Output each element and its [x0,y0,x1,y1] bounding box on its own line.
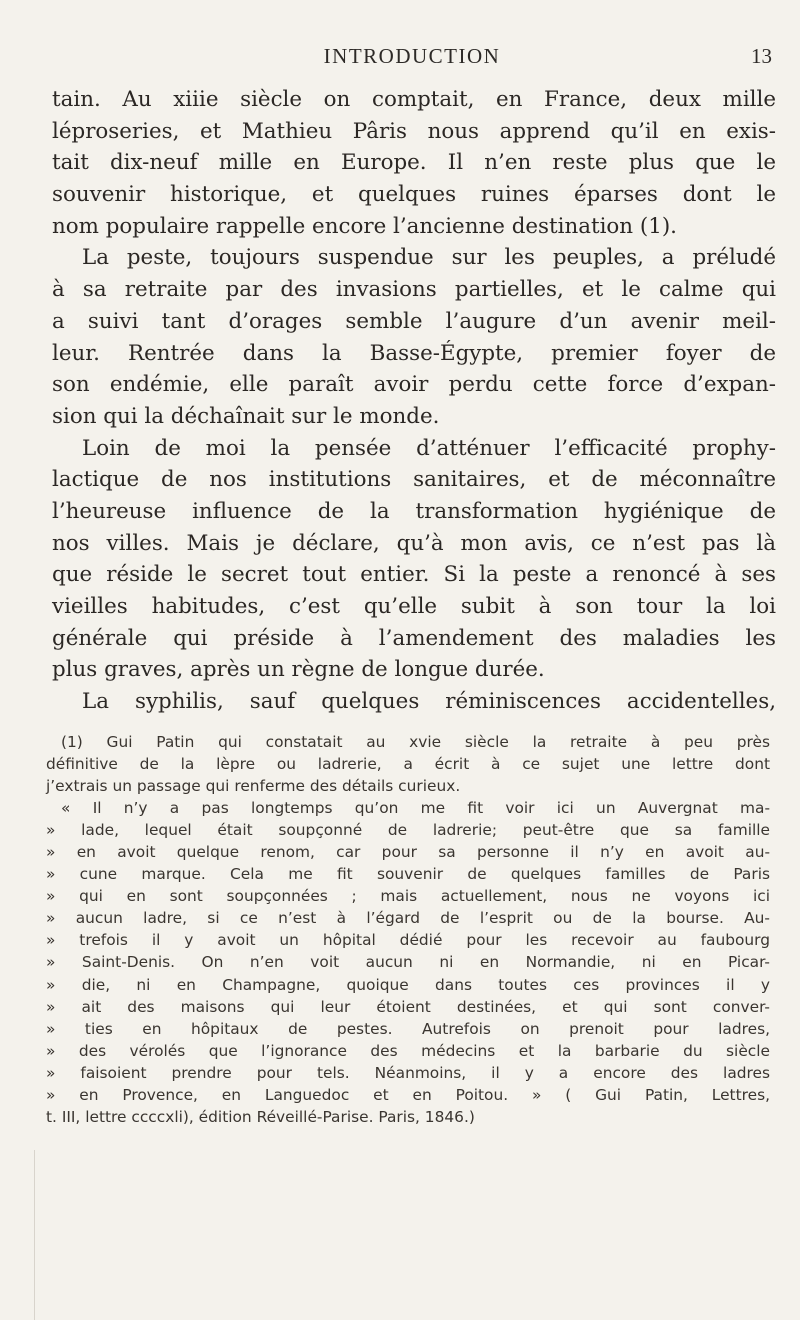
footnote-line: définitive de la lèpre ou ladrerie, a écrit à ce sujet une lettre dont [46,755,770,774]
text-line: tain. Au xiiie siècle on comptait, en France, deux mille [52,87,776,112]
text-line: tait dix-neuf mille en Europe. Il n’en reste plus que le [52,150,776,176]
footnote-line: » Saint-Denis. On n’en voit aucun ni en Normandie, ni en Picar- [46,953,770,972]
footnote-line: » cune marque. Cela me fit souvenir de quelques familles de Paris [46,865,770,884]
text-line: vieilles habitudes, c’est qu’elle subit à son tour la loi [52,594,776,619]
text-line: plus graves, après un règne de longue durée. [52,657,545,683]
text-line: Loin de moi la pensée d’atténuer l’efficacité prophy- [82,435,776,461]
text-line: a suivi tant d’orages semble l’augure d’un avenir meil- [52,308,776,334]
footnote-line: » trefois il y avoit un hôpital dédié pour les recevoir au faubourg [46,931,770,950]
running-head-title: INTRODUCTION [323,44,501,68]
text-line: La syphilis, sauf quelques réminiscences accidentelles, [82,689,776,715]
footnote-line: » en Provence, en Languedoc et en Poitou. » ( Gui Patin, Lettres, [46,1085,770,1104]
footnote-line: » faisoient prendre pour tels. Néanmoins, il y a encore des ladres [46,1063,770,1082]
text-line: léproseries, et Mathieu Pâris nous apprend qu’il en exis- [52,118,776,144]
text-line: que réside le secret tout entier. Si la peste a renoncé à ses [52,562,776,588]
page-edge-rule [34,1150,35,1320]
footnote-line: » ait des maisons qui leur étoient destinées, et qui sont conver- [46,997,770,1016]
page-number: 13 [751,44,772,68]
text-line: lactique de nos institutions sanitaires, et de méconnaître [52,467,776,493]
text-line: leur. Rentrée dans la Basse-Égypte, premier foyer de [52,340,776,366]
footnote-line: « Il n’y a pas longtemps qu’on me fit voir ici un Auvergnat ma- [61,799,770,818]
text-line: sion qui la déchaînait sur le monde. [52,403,440,429]
footnote-line: » des vérolés que l’ignorance des médecins et la barbarie du siècle [46,1041,770,1060]
text-line: nom populaire rappelle encore l’ancienne destination (1). [52,213,677,239]
text-line: son endémie, elle paraît avoir perdu cette force d’expan- [52,372,776,398]
footnote-line: » lade, lequel était soupçonné de ladrerie; peut-être que sa famille [46,821,770,840]
footnote-line: t. III, lettre ccccxli), édition Réveillé-Parise. Paris, 1846.) [46,1107,475,1126]
footnote-line: » die, ni en Champagne, quoique dans toutes ces provinces il y [46,975,770,994]
running-head [52,44,772,74]
footnote-line: (1) Gui Patin qui constatait au xvie siècle la retraite à peu près [61,733,770,751]
text-line: l’heureuse influence de la transformation hygiénique de [52,498,776,524]
text-line: nos villes. Mais je déclare, qu’à mon avis, ce n’est pas là [52,530,776,556]
text-line: à sa retraite par des invasions partielles, et le calme qui [52,277,776,303]
footnote-line: » qui en sont soupçonnées ; mais actuellement, nous ne voyons ici [46,887,770,906]
text-line: La peste, toujours suspendue sur les peuples, a préludé [82,245,776,271]
footnote [46,731,770,1128]
footnote-line: » en avoit quelque renom, car pour sa personne il n’y en avoit au- [46,843,770,862]
main-text [52,84,776,718]
text-line: générale qui préside à l’amendement des maladies les [52,625,776,651]
footnote-line: » ties en hôpitaux de pestes. Autrefois on prenoit pour ladres, [46,1019,770,1038]
text-line: souvenir historique, et quelques ruines éparses dont le [52,182,776,208]
footnote-line: j’extrais un passage qui renferme des détails curieux. [46,777,461,796]
footnote-line: » aucun ladre, si ce n’est à l’égard de l’esprit ou de la bourse. Au- [46,909,770,928]
